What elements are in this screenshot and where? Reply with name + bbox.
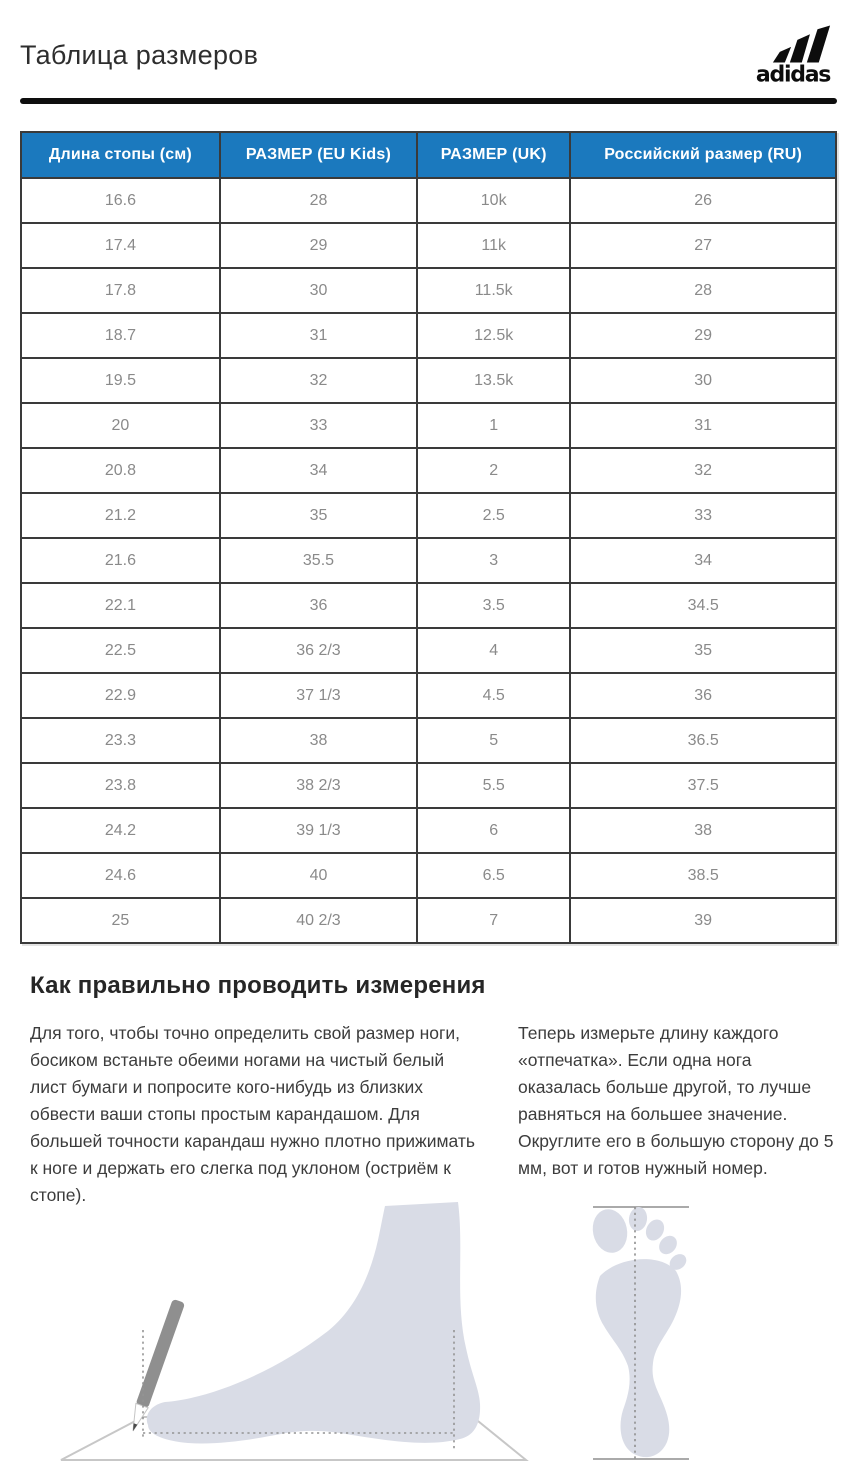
table-cell: 3 xyxy=(417,538,570,583)
table-cell: 31 xyxy=(570,403,836,448)
table-cell: 29 xyxy=(220,223,417,268)
adidas-logo xyxy=(749,24,837,86)
table-cell: 5 xyxy=(417,718,570,763)
table-cell: 7 xyxy=(417,898,570,943)
adidas-logo-icon xyxy=(749,24,837,86)
table-cell: 28 xyxy=(220,178,417,223)
table-cell: 19.5 xyxy=(21,358,220,403)
table-cell: 30 xyxy=(570,358,836,403)
table-cell: 25 xyxy=(21,898,220,943)
table-cell: 29 xyxy=(570,313,836,358)
table-cell: 33 xyxy=(570,493,836,538)
foot-side-illustration xyxy=(28,1178,548,1475)
table-row xyxy=(21,178,836,223)
table-row xyxy=(21,628,836,673)
table-row xyxy=(21,808,836,853)
table-cell: 2 xyxy=(417,448,570,493)
table-cell: 18.7 xyxy=(21,313,220,358)
section-heading: Как правильно проводить измерения xyxy=(30,972,486,999)
table-cell: 35.5 xyxy=(220,538,417,583)
footprint-illustration-icon xyxy=(588,1198,703,1468)
table-cell: 5.5 xyxy=(417,763,570,808)
table-row xyxy=(21,223,836,268)
table-cell: 21.6 xyxy=(21,538,220,583)
table-cell: 31 xyxy=(220,313,417,358)
footprint-illustration xyxy=(588,1198,703,1473)
howto-paragraph-right: Теперь измерьте длину каждого «отпечатка». Если одна нога оказалась больше другой, то лучше равняться на большее значение. Округлите его в большую сторону до 5 мм, вот и готов нужный номер. xyxy=(518,1023,834,1178)
table-cell: 16.6 xyxy=(21,178,220,223)
table-cell: 38 2/3 xyxy=(220,763,417,808)
table-cell: 30 xyxy=(220,268,417,313)
table-cell: 34 xyxy=(220,448,417,493)
table-row xyxy=(21,448,836,493)
table-cell: 38.5 xyxy=(570,853,836,898)
table-cell: 35 xyxy=(570,628,836,673)
table-cell: 36 xyxy=(220,583,417,628)
table-row xyxy=(21,718,836,763)
table-cell: 37.5 xyxy=(570,763,836,808)
table-column-header: Российский размер (RU) xyxy=(570,132,836,178)
table-row xyxy=(21,403,836,448)
table-cell: 11.5k xyxy=(417,268,570,313)
table-header-row xyxy=(21,132,836,178)
table-cell: 11k xyxy=(417,223,570,268)
table-cell: 38 xyxy=(220,718,417,763)
table-cell: 22.1 xyxy=(21,583,220,628)
size-table xyxy=(20,131,837,944)
table-cell: 20 xyxy=(21,403,220,448)
divider xyxy=(20,98,837,104)
table-cell: 37 1/3 xyxy=(220,673,417,718)
table-column-header: РАЗМЕР (UK) xyxy=(417,132,570,178)
table-cell: 22.5 xyxy=(21,628,220,673)
table-row xyxy=(21,853,836,898)
table-cell: 36.5 xyxy=(570,718,836,763)
table-cell: 36 2/3 xyxy=(220,628,417,673)
table-cell: 34.5 xyxy=(570,583,836,628)
table-row xyxy=(21,493,836,538)
table-cell: 22.9 xyxy=(21,673,220,718)
table-cell: 13.5k xyxy=(417,358,570,403)
table-cell: 6.5 xyxy=(417,853,570,898)
header xyxy=(0,0,855,86)
table-cell: 39 1/3 xyxy=(220,808,417,853)
table-cell: 32 xyxy=(570,448,836,493)
adidas-wordmark: adidas xyxy=(755,62,831,86)
table-cell: 35 xyxy=(220,493,417,538)
table-cell: 23.3 xyxy=(21,718,220,763)
table-cell: 38 xyxy=(570,808,836,853)
table-cell: 34 xyxy=(570,538,836,583)
table-cell: 32 xyxy=(220,358,417,403)
table-row xyxy=(21,313,836,358)
table-cell: 33 xyxy=(220,403,417,448)
table-row xyxy=(21,538,836,583)
table-cell: 39 xyxy=(570,898,836,943)
table-row xyxy=(21,673,836,718)
table-cell: 40 xyxy=(220,853,417,898)
table-cell: 26 xyxy=(570,178,836,223)
table-cell: 23.8 xyxy=(21,763,220,808)
table-row xyxy=(21,583,836,628)
howto-paragraph-left: Для того, чтобы точно определить свой размер ноги, босиком встаньте обеими ногами на чистый белый лист бумаги и попросите кого-нибудь из близких обвести ваши стопы простым карандашом. Для большей точности карандаш нужно плотно прижимать к ноге и держать его слегка под уклоном (остриём к стопе). xyxy=(30,1023,476,1205)
table-cell: 3.5 xyxy=(417,583,570,628)
table-cell: 17.4 xyxy=(21,223,220,268)
table-cell: 40 2/3 xyxy=(220,898,417,943)
table-cell: 36 xyxy=(570,673,836,718)
table-cell: 24.2 xyxy=(21,808,220,853)
table-cell: 28 xyxy=(570,268,836,313)
table-cell: 12.5k xyxy=(417,313,570,358)
table-column-header: Длина стопы (см) xyxy=(21,132,220,178)
table-row xyxy=(21,268,836,313)
table-cell: 4 xyxy=(417,628,570,673)
table-cell: 4.5 xyxy=(417,673,570,718)
table-cell: 21.2 xyxy=(21,493,220,538)
table-row xyxy=(21,898,836,943)
table-cell: 6 xyxy=(417,808,570,853)
table-cell: 20.8 xyxy=(21,448,220,493)
table-cell: 10k xyxy=(417,178,570,223)
table-row xyxy=(21,763,836,808)
table-column-header: РАЗМЕР (EU Kids) xyxy=(220,132,417,178)
table-cell: 27 xyxy=(570,223,836,268)
page-title: Таблица размеров xyxy=(20,40,259,70)
table-cell: 17.8 xyxy=(21,268,220,313)
table-cell: 2.5 xyxy=(417,493,570,538)
table-row xyxy=(21,358,836,403)
table-cell: 24.6 xyxy=(21,853,220,898)
table-cell: 1 xyxy=(417,403,570,448)
foot-side-illustration-icon xyxy=(28,1178,548,1474)
